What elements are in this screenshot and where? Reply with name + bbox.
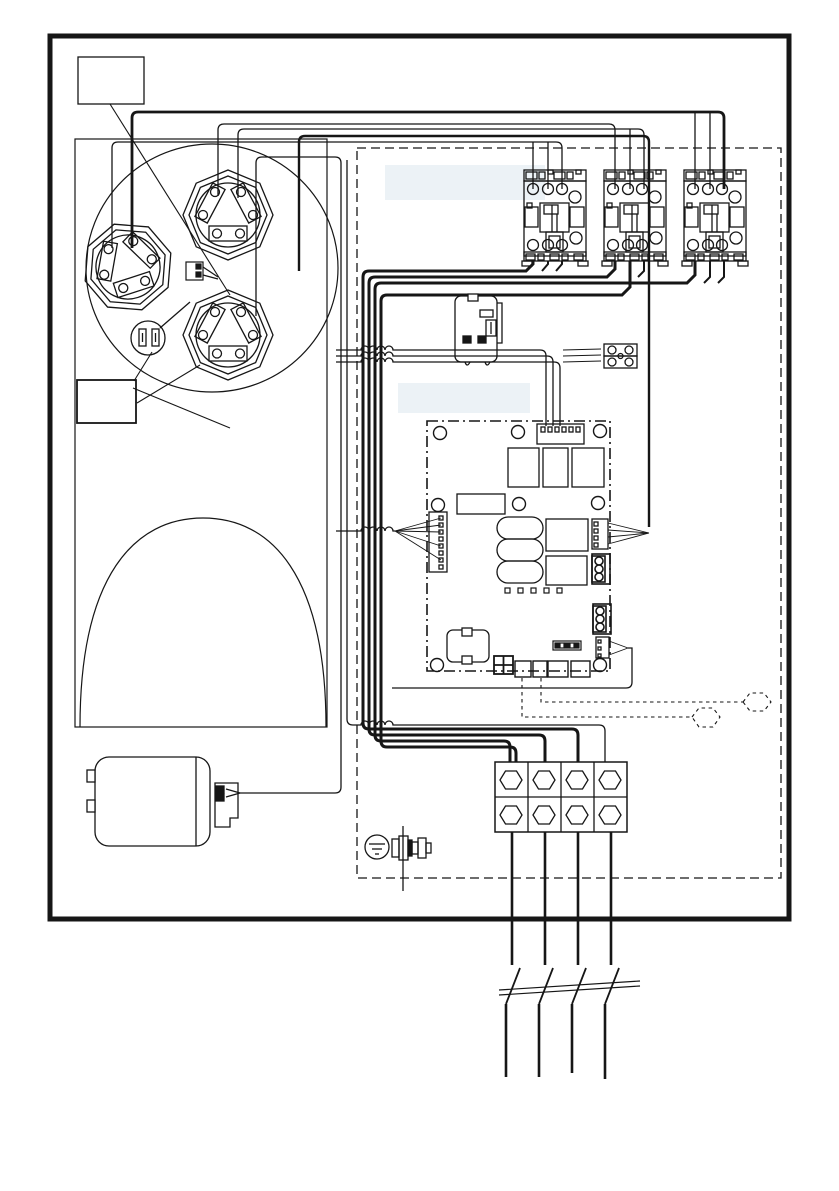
remote-sensor-balloon-1: [743, 693, 771, 711]
pcb-block-b: [546, 556, 587, 585]
contactor-3: [682, 170, 748, 266]
ground-symbol: [365, 835, 389, 859]
pcb-block-a: [546, 519, 588, 551]
two-pin-connector: [186, 262, 218, 280]
mounting-panel: [75, 139, 327, 727]
watermark-patches: [385, 165, 545, 413]
disconnect-switch-4pole: [499, 968, 640, 1004]
label-box-top-left: [78, 57, 144, 104]
pcb-capacitors: [497, 517, 543, 583]
pcb-mounting-holes: [431, 425, 607, 672]
pcb-relay-bank: [508, 448, 604, 487]
power-terminal-block: [495, 762, 627, 832]
pcb-terminal-3pole-upper: [592, 554, 610, 584]
pcb-ic: [457, 494, 505, 514]
remote-sensor-balloon-2: [692, 708, 720, 727]
overload-relay: [455, 294, 502, 365]
ground-bolt: [392, 826, 431, 891]
mains-wires: [506, 832, 611, 1079]
pcb-terminal-3pole-lower: [593, 604, 611, 634]
compressor-terminal-plug-bottom: [183, 290, 273, 380]
compressor-terminal-plug-top: [183, 170, 273, 260]
mains-and-switch: [499, 832, 640, 1079]
label-box-mid-left: [77, 380, 136, 423]
pcb-bottom-pads: [515, 661, 590, 677]
contactor-2: [602, 170, 668, 266]
transformer-unit: [87, 757, 240, 846]
housing-dome-arc: [80, 518, 326, 727]
compressor-terminal-plug-left: [71, 210, 184, 323]
ground-assembly: [365, 826, 431, 891]
pcb-right-connector: [592, 519, 649, 549]
dip-switch: [553, 641, 581, 650]
remote-sensor-wires: [522, 678, 771, 727]
pcb-dot-row: [505, 588, 562, 593]
pcb-3pin-connector: [596, 637, 628, 658]
dashed-control-enclosure: [357, 148, 781, 878]
pcb-crystal: [447, 628, 489, 664]
pcb-top-connector: [537, 424, 584, 444]
aux-connector-2x2: [604, 344, 637, 368]
power-wire-bundle: [363, 261, 724, 762]
controller-pcb: [395, 421, 649, 677]
pcb-left-fan-wires: [395, 518, 441, 560]
